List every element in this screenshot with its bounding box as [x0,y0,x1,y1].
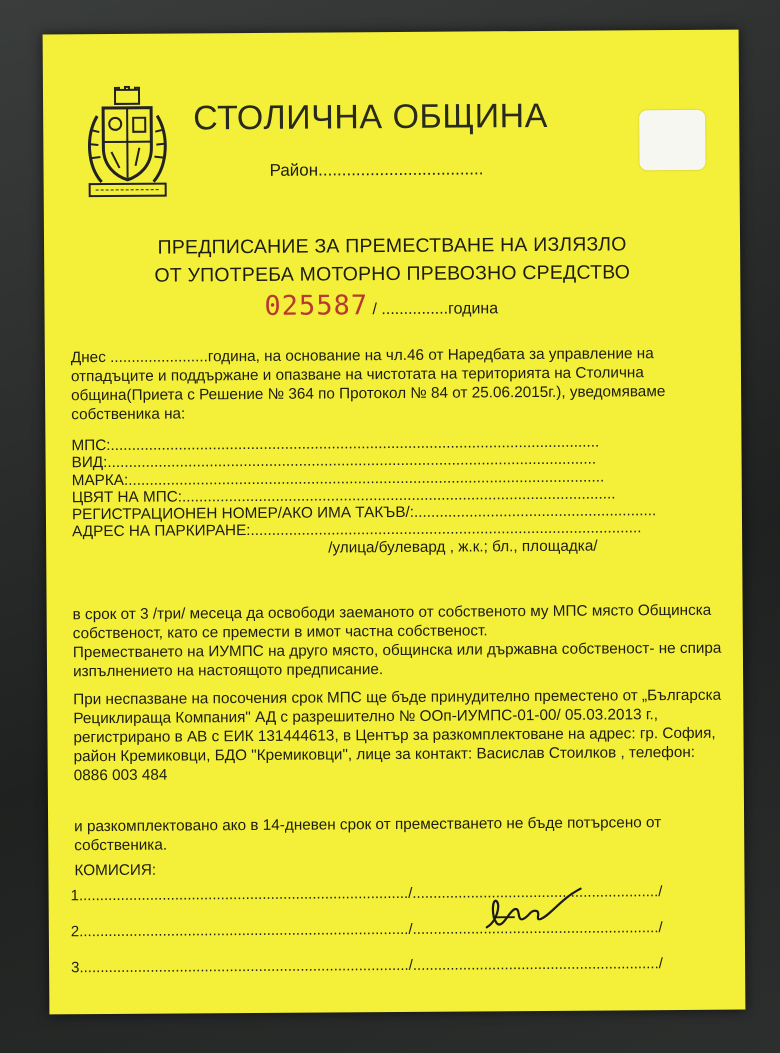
hologram-sticker [639,110,705,170]
vehicle-fields [71,433,722,559]
intro-paragraph: Днес .......................година, на основание на чл.46 от Наредбата за управление на отпадъците и поддържане и опазване на чистотата на територията на Столична община(Приета с Решение № 364 по Протокол № 84 от 25.06.2015г.), уведомяваме собственика на: [70,345,666,424]
commission-label: КОМИСИЯ: [74,861,157,880]
serial-year: / ...............година [368,300,499,319]
signature-line-3: 3.............................................................................../.........................................................../ [71,955,663,977]
document-heading [84,230,700,290]
handwritten-signature-icon [479,887,589,938]
field-mps: МПС:................................................................................................................... [71,433,600,455]
deadline-paragraph: в срок от 3 /три/ месеца да освободи заеманото от собственото му МПС място Общинска собственост, като се премести в имот частна собственост. [72,601,712,643]
field-color: ЦВЯТ НА МПС:...................................................................................................... [71,485,616,507]
dismantling-paragraph: и разкомплектовано ако в 14-дневен срок от преместването не бъде потърсено от собственика. [74,814,662,855]
field-registration: РЕГИСТРАЦИОНЕН НОМЕР/АКО ИМА ТАКЪВ/:......................................................... [71,502,657,524]
field-type: ВИД:................................................................................................................... [71,450,597,472]
signature-line-2: 2.............................................................................../.........................................................../ [70,919,663,941]
relocation-paragraph: Преместването на ИУМПС на друго място, общинска или държавна собственост- не спира изпълнението на настоящото предписание. [72,639,722,681]
signature-line-1: 1.............................................................................../.........................................................../ [70,883,663,905]
municipality-title: СТОЛИЧНА ОБЩИНА [193,96,548,138]
enforcement-paragraph: При неспазване на посочения срок МПС ще бъде принудително преместено от „Българска Рециклираща Компания" АД с разрешително № ООп-ИУМПС-01-00/ 05.03.2013 г., регистрирано в АВ с ЕИК 131444613, в Център за разкомплектоване на адрес: гр. София, район Кремиковци, БДО "Кремиковци", лице за контакт: Васислав Стоилков , телефон: 0886 003 484 [73,686,722,785]
notice-paper [43,30,746,1015]
district-line: Район................................... [269,159,484,180]
serial-row [264,289,498,322]
sofia-coat-of-arms-icon [79,86,176,201]
heading-line-2: ОТ УПОТРЕБА МОТОРНО ПРЕВОЗНО СРЕДСТВО [154,261,631,287]
address-hint: /улица/булевард , ж.к.; бл., площадка/ [328,537,598,557]
field-make: МАРКА:................................................................................................................ [71,468,605,489]
heading-line-1: ПРЕДПИСАНИЕ ЗА ПРЕМЕСТВАНЕ НА ИЗЛЯЗЛО [157,233,627,259]
serial-number: 025587 [264,290,369,322]
field-address: АДРЕС НА ПАРКИРАНЕ:............................................................................................ [72,519,642,541]
